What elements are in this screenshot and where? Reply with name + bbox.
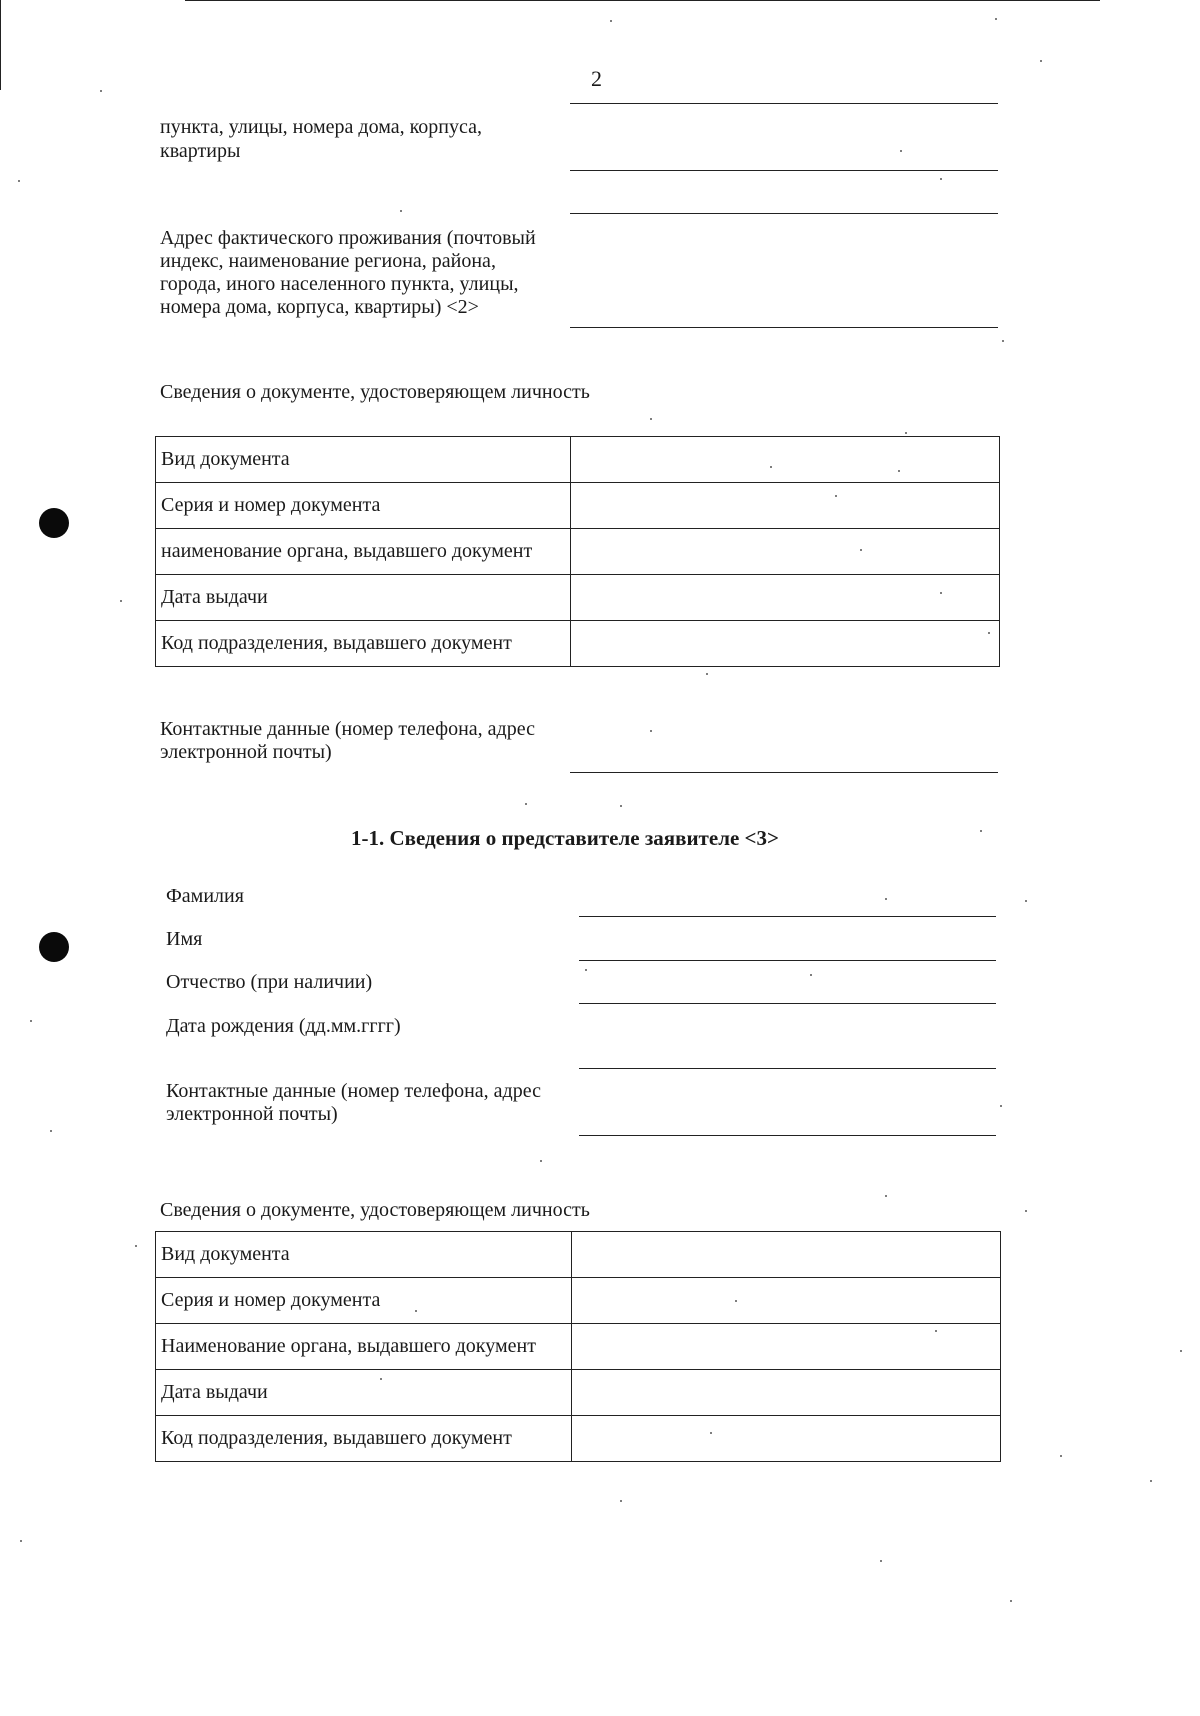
rep-id-doc-type-label: Вид документа <box>156 1232 572 1278</box>
rep-id-doc-series-number-field[interactable] <box>572 1278 1001 1324</box>
id-doc-series-number-label: Серия и номер документа <box>156 483 571 529</box>
field-line-reg-address-2 <box>570 170 998 171</box>
table-row <box>156 529 1000 575</box>
scan-speck <box>650 730 652 732</box>
rep-surname-label: Фамилия <box>166 885 244 907</box>
scan-speck <box>905 432 907 434</box>
applicant-id-doc-table <box>155 436 1000 667</box>
scan-speck <box>50 1130 52 1132</box>
scan-speck <box>885 898 887 900</box>
scan-speck <box>710 1432 712 1434</box>
scan-speck <box>1060 1455 1062 1457</box>
table-row <box>156 1278 1001 1324</box>
actual-address-label-line4: номера дома, корпуса, квартиры) <2> <box>160 296 479 318</box>
rep-id-doc-issuer-label: Наименование органа, выдавшего документ <box>156 1324 572 1370</box>
id-doc-type-field[interactable] <box>571 437 1000 483</box>
table-row <box>156 1232 1001 1278</box>
scan-speck <box>1040 60 1042 62</box>
rep-patronymic-label: Отчество (при наличии) <box>166 971 373 993</box>
id-doc-type-label: Вид документа <box>156 437 571 483</box>
scan-speck <box>935 1330 937 1332</box>
reg-address-label-line2: квартиры <box>160 140 241 162</box>
rep-id-doc-table <box>155 1231 1001 1462</box>
rep-id-doc-issue-date-field[interactable] <box>572 1370 1001 1416</box>
punch-hole-top <box>39 508 69 538</box>
rep-id-doc-heading: Сведения о документе, удостоверяющем личность <box>160 1199 590 1221</box>
scan-speck <box>898 470 900 472</box>
actual-address-label-line2: индекс, наименование региона, района, <box>160 250 496 272</box>
applicant-contacts-label-line1: Контактные данные (номер телефона, адрес <box>160 718 535 740</box>
scan-speck <box>706 673 708 675</box>
field-line-rep-surname <box>579 916 996 917</box>
scan-speck <box>135 1245 137 1247</box>
punch-hole-bottom <box>39 932 69 962</box>
field-line-rep-contacts <box>579 1135 996 1136</box>
rep-contacts-label-line1: Контактные данные (номер телефона, адрес <box>166 1080 541 1102</box>
scan-speck <box>1025 1210 1027 1212</box>
id-doc-issuer-field[interactable] <box>571 529 1000 575</box>
scan-speck <box>20 1540 22 1542</box>
scan-speck <box>620 805 622 807</box>
field-line-rep-patronymic <box>579 1003 996 1004</box>
rep-id-doc-issue-date-label: Дата выдачи <box>156 1370 572 1416</box>
scan-speck <box>620 1500 622 1502</box>
scan-speck <box>735 1300 737 1302</box>
id-doc-issue-date-field[interactable] <box>571 575 1000 621</box>
rep-birth-date-label: Дата рождения (дд.мм.гггг) <box>166 1015 401 1037</box>
scan-speck <box>810 974 812 976</box>
id-doc-division-code-field[interactable] <box>571 621 1000 667</box>
id-doc-division-code-label: Код подразделения, выдавшего документ <box>156 621 571 667</box>
scan-speck <box>400 210 402 212</box>
scan-top-edge <box>185 0 1100 1</box>
field-line-actual-address-2 <box>570 327 998 328</box>
scan-speck <box>650 418 652 420</box>
actual-address-label-line1: Адрес фактического проживания (почтовый <box>160 227 536 249</box>
rep-contacts-label-line2: электронной почты) <box>166 1103 338 1125</box>
id-doc-issuer-label: наименование органа, выдавшего документ <box>156 529 571 575</box>
scan-speck <box>940 592 942 594</box>
field-line-rep-birth-date <box>579 1068 996 1069</box>
table-row <box>156 621 1000 667</box>
scan-speck <box>120 600 122 602</box>
table-row <box>156 575 1000 621</box>
scan-speck <box>900 150 902 152</box>
reg-address-label-line1: пункта, улицы, номера дома, корпуса, <box>160 116 482 138</box>
scan-speck <box>540 1160 542 1162</box>
scan-speck <box>885 1195 887 1197</box>
scan-speck <box>860 549 862 551</box>
field-line-applicant-contacts <box>570 772 998 773</box>
scan-speck <box>585 969 587 971</box>
table-row <box>156 1416 1001 1462</box>
scan-speck <box>1025 900 1027 902</box>
field-line-reg-address-1 <box>570 103 998 104</box>
rep-name-label: Имя <box>166 928 203 950</box>
scan-speck <box>1010 1600 1012 1602</box>
scan-speck <box>835 495 837 497</box>
applicant-id-doc-heading: Сведения о документе, удостоверяющем личность <box>160 381 590 403</box>
scan-speck <box>770 466 772 468</box>
actual-address-label-line3: города, иного населенного пункта, улицы, <box>160 273 519 295</box>
table-row <box>156 483 1000 529</box>
table-row <box>156 437 1000 483</box>
scan-speck <box>940 178 942 180</box>
rep-id-doc-series-number-label: Серия и номер документа <box>156 1278 572 1324</box>
scan-speck <box>525 803 527 805</box>
field-line-rep-name <box>579 960 996 961</box>
field-line-actual-address-1 <box>570 213 998 214</box>
rep-id-doc-division-code-field[interactable] <box>572 1416 1001 1462</box>
id-doc-issue-date-label: Дата выдачи <box>156 575 571 621</box>
representative-section-title: 1-1. Сведения о представителе заявителе <3> <box>351 826 779 850</box>
scan-speck <box>1000 1105 1002 1107</box>
scan-speck <box>610 20 612 22</box>
scan-left-edge <box>0 0 1 90</box>
applicant-contacts-label-line2: электронной почты) <box>160 741 332 763</box>
scan-speck <box>980 830 982 832</box>
scan-speck <box>30 1020 32 1022</box>
scan-speck <box>1002 340 1004 342</box>
table-row <box>156 1370 1001 1416</box>
scan-speck <box>415 1310 417 1312</box>
table-row <box>156 1324 1001 1370</box>
scan-speck <box>988 632 990 634</box>
scan-speck <box>100 90 102 92</box>
scan-speck <box>995 18 997 20</box>
page-number: 2 <box>591 66 602 91</box>
scan-speck <box>880 1560 882 1562</box>
scan-speck <box>1180 1350 1182 1352</box>
scan-speck <box>1150 1480 1152 1482</box>
rep-id-doc-division-code-label: Код подразделения, выдавшего документ <box>156 1416 572 1462</box>
id-doc-series-number-field[interactable] <box>571 483 1000 529</box>
rep-id-doc-type-field[interactable] <box>572 1232 1001 1278</box>
scan-speck <box>380 1378 382 1380</box>
scan-speck <box>18 180 20 182</box>
